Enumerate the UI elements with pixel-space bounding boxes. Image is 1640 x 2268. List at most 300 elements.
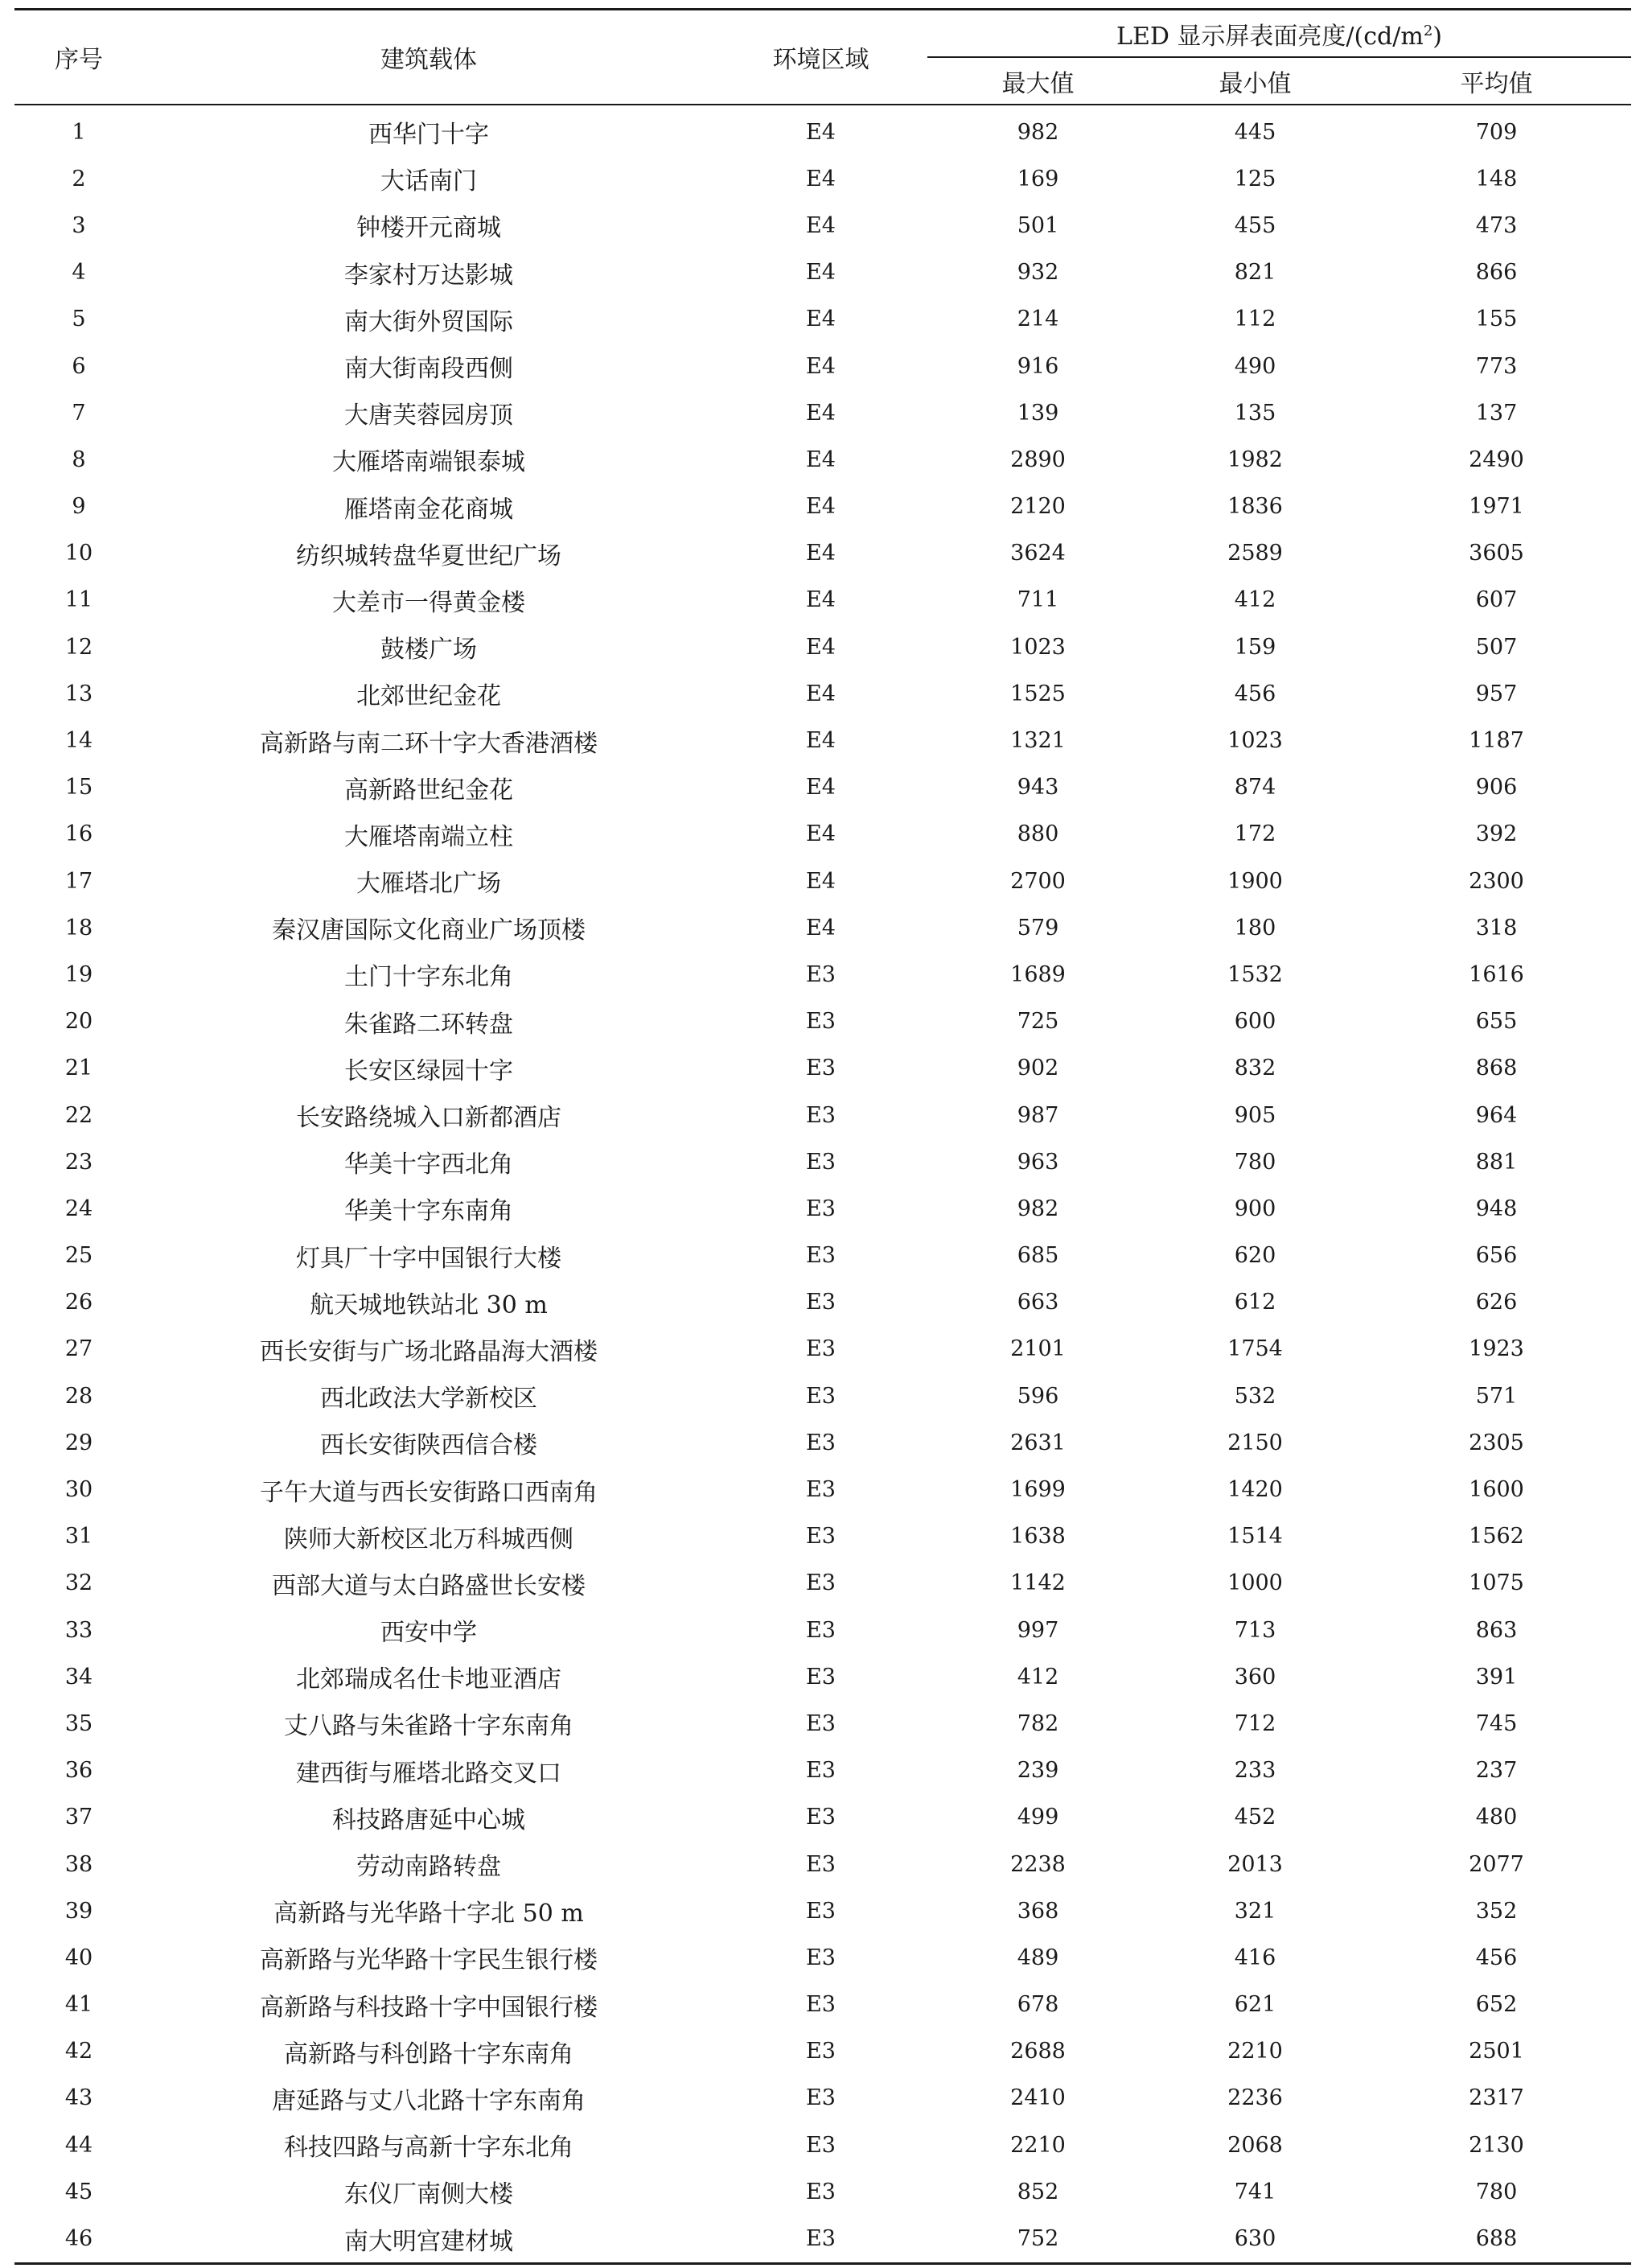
cell-index: 5 xyxy=(72,307,86,332)
cell-avg: 392 xyxy=(1475,821,1518,847)
cell-max: 752 xyxy=(927,2215,1149,2263)
cell-max: 3624 xyxy=(1010,541,1066,566)
cell-max: 2700 xyxy=(1010,868,1066,894)
table-row xyxy=(14,343,1631,389)
header-max: 最大值 xyxy=(927,57,1149,105)
cell-min: 741 xyxy=(1234,2179,1276,2204)
table-row xyxy=(14,2075,1631,2122)
cell-avg: 2077 xyxy=(1469,1851,1524,1877)
cell-max: 997 xyxy=(1017,1617,1059,1643)
cell-max: 943 xyxy=(1017,775,1059,801)
table-row xyxy=(14,951,1631,998)
table-row xyxy=(14,1794,1631,1841)
cell-max: 982 xyxy=(1017,1196,1059,1221)
cell-building: 南大街外贸国际 xyxy=(344,307,513,336)
cell-max: 852 xyxy=(1017,2179,1059,2204)
cell-avg: 473 xyxy=(1475,212,1518,238)
cell-min: 2210 xyxy=(1227,2039,1283,2064)
cell-min: 1754 xyxy=(1227,1336,1283,1362)
cell-building: 子午大道与西长安街路口西南角 xyxy=(260,1478,598,1507)
table-row xyxy=(14,1045,1631,1092)
cell-avg: 2501 xyxy=(1469,2039,1524,2064)
cell-building: 鼓楼广场 xyxy=(380,636,477,665)
cell-max: 2410 xyxy=(1010,2085,1066,2111)
cell-env-zone: E3 xyxy=(806,1149,836,1175)
cell-index: 1 xyxy=(72,119,86,145)
table-row xyxy=(14,296,1631,343)
cell-min: 233 xyxy=(1234,1758,1276,1784)
cell-avg: 1562 xyxy=(1469,1524,1524,1550)
table-row xyxy=(14,202,1631,249)
table-row xyxy=(14,1185,1631,1232)
cell-env-zone: E3 xyxy=(806,1196,836,1221)
cell-min: 2589 xyxy=(1227,541,1283,566)
cell-env-zone: E3 xyxy=(806,1336,836,1362)
cell-building: 唐延路与丈八北路十字东南角 xyxy=(272,2086,586,2115)
cell-min: 1982 xyxy=(1227,447,1283,472)
cell-env-zone: E3 xyxy=(806,1710,836,1736)
cell-max: 579 xyxy=(1017,915,1059,941)
cell-env-zone: E4 xyxy=(806,587,836,613)
cell-avg: 773 xyxy=(1475,353,1518,379)
cell-max: 1321 xyxy=(1010,728,1066,754)
table-row xyxy=(14,155,1631,202)
cell-max: 2238 xyxy=(1010,1851,1066,1877)
cell-building: 雁塔南金花商城 xyxy=(344,495,513,524)
cell-index: 30 xyxy=(64,1477,93,1503)
cell-avg: 318 xyxy=(1475,915,1518,941)
cell-env-zone: E4 xyxy=(806,447,836,472)
cell-avg: 456 xyxy=(1475,1945,1518,1970)
cell-building: 建西街与雁塔北路交叉口 xyxy=(296,1759,561,1788)
table-row xyxy=(14,1138,1631,1185)
table-body xyxy=(14,105,1631,2263)
cell-building: 高新路与光华路十字北 50 m xyxy=(273,1900,584,1928)
cell-index: 35 xyxy=(64,1710,93,1736)
cell-env-zone: E3 xyxy=(806,1664,836,1690)
cell-max: 499 xyxy=(1017,1805,1059,1830)
table-row xyxy=(14,1747,1631,1794)
cell-max: 2890 xyxy=(1010,447,1066,472)
cell-avg: 626 xyxy=(1475,1290,1518,1315)
cell-building: 朱雀路二环转盘 xyxy=(344,1010,513,1039)
cell-building: 长安区绿园十字 xyxy=(344,1056,513,1085)
cell-env-zone: E4 xyxy=(806,681,836,706)
cell-avg: 2305 xyxy=(1469,1430,1524,1455)
table-row xyxy=(14,2028,1631,2075)
cell-avg: 881 xyxy=(1475,1149,1518,1175)
cell-avg: 237 xyxy=(1475,1758,1518,1784)
table-row xyxy=(14,577,1631,624)
table-row xyxy=(14,1560,1631,1607)
cell-env-zone: E4 xyxy=(806,400,836,426)
cell-min: 360 xyxy=(1234,1664,1276,1690)
cell-index: 13 xyxy=(64,681,93,706)
cell-env-zone: E3 xyxy=(806,1992,836,2018)
cell-max: 725 xyxy=(1017,1009,1059,1035)
cell-avg: 688 xyxy=(1362,2215,1631,2263)
cell-building: 西长安街陕西信合楼 xyxy=(320,1431,537,1460)
cell-building: 大雁塔北广场 xyxy=(356,870,501,899)
cell-env-zone: E4 xyxy=(806,353,836,379)
cell-index: 40 xyxy=(64,1945,93,1970)
cell-env-zone: E3 xyxy=(806,2039,836,2064)
cell-avg: 656 xyxy=(1475,1243,1518,1269)
cell-avg: 1187 xyxy=(1469,728,1524,754)
cell-index: 28 xyxy=(64,1383,93,1409)
cell-avg: 655 xyxy=(1475,1009,1518,1035)
cell-index: 22 xyxy=(64,1102,93,1128)
cell-avg: 964 xyxy=(1475,1102,1518,1128)
cell-min: 874 xyxy=(1234,775,1276,801)
cell-min: 1023 xyxy=(1227,728,1283,754)
cell-env-zone: E4 xyxy=(806,634,836,660)
cell-max: 685 xyxy=(1017,1243,1059,1269)
table-row xyxy=(14,2168,1631,2215)
cell-building: 西部大道与太白路盛世长安楼 xyxy=(272,1571,586,1600)
cell-avg: 1971 xyxy=(1469,494,1524,520)
cell-index: 19 xyxy=(64,961,93,987)
cell-index: 33 xyxy=(64,1617,93,1643)
cell-min: 2236 xyxy=(1227,2085,1283,2111)
cell-max: 2101 xyxy=(1010,1336,1066,1362)
cell-avg: 957 xyxy=(1475,681,1518,706)
cell-avg: 745 xyxy=(1475,1710,1518,1736)
table-row xyxy=(14,1982,1631,2028)
cell-env-zone: E3 xyxy=(806,1524,836,1550)
cell-env-zone: E3 xyxy=(714,2215,927,2263)
table-row xyxy=(14,2215,1631,2263)
table-row xyxy=(14,249,1631,296)
cell-index: 2 xyxy=(72,166,86,191)
cell-index: 36 xyxy=(64,1758,93,1784)
cell-avg: 709 xyxy=(1475,119,1518,145)
header-brightness-sup: 2 xyxy=(1423,22,1433,39)
cell-building: 西北政法大学新校区 xyxy=(320,1385,537,1414)
cell-max: 2631 xyxy=(1010,1430,1066,1455)
cell-building: 丈八路与朱雀路十字东南角 xyxy=(284,1712,573,1741)
cell-min: 600 xyxy=(1234,1009,1276,1035)
cell-index: 34 xyxy=(64,1664,93,1690)
cell-env-zone: E3 xyxy=(806,1851,836,1877)
cell-min: 180 xyxy=(1234,915,1276,941)
table-row xyxy=(14,1092,1631,1138)
cell-index: 31 xyxy=(64,1524,93,1550)
cell-avg: 2300 xyxy=(1469,868,1524,894)
cell-index: 27 xyxy=(64,1336,93,1362)
cell-max: 596 xyxy=(1017,1383,1059,1409)
cell-min: 1000 xyxy=(1227,1570,1283,1596)
table-row xyxy=(14,1700,1631,1747)
cell-env-zone: E3 xyxy=(806,1430,836,1455)
cell-building: 土门十字东北角 xyxy=(344,963,513,992)
cell-building: 大话南门 xyxy=(380,167,477,196)
cell-building: 大差市一得黄金楼 xyxy=(332,588,525,617)
cell-index: 10 xyxy=(64,541,93,566)
cell-env-zone: E4 xyxy=(806,260,836,286)
cell-min: 832 xyxy=(1234,1056,1276,1081)
cell-avg: 906 xyxy=(1475,775,1518,801)
table-row xyxy=(14,904,1631,951)
cell-max: 663 xyxy=(1017,1290,1059,1315)
cell-min: 1836 xyxy=(1227,494,1283,520)
cell-building: 大雁塔南端银泰城 xyxy=(332,448,525,477)
cell-index: 14 xyxy=(64,728,93,754)
cell-avg: 507 xyxy=(1475,634,1518,660)
table-row xyxy=(14,670,1631,717)
cell-index: 38 xyxy=(64,1851,93,1877)
cell-max: 916 xyxy=(1017,353,1059,379)
cell-max: 2210 xyxy=(1010,2132,1066,2158)
cell-env-zone: E3 xyxy=(806,1290,836,1315)
cell-min: 172 xyxy=(1234,821,1276,847)
cell-building: 科技路唐延中心城 xyxy=(332,1805,525,1834)
cell-env-zone: E3 xyxy=(806,2085,836,2111)
cell-avg: 1923 xyxy=(1469,1336,1524,1362)
cell-min: 1532 xyxy=(1227,961,1283,987)
cell-env-zone: E4 xyxy=(806,541,836,566)
cell-avg: 866 xyxy=(1475,260,1518,286)
cell-index: 44 xyxy=(64,2132,93,2158)
cell-min: 630 xyxy=(1149,2215,1362,2263)
cell-index: 23 xyxy=(64,1149,93,1175)
cell-index: 6 xyxy=(72,353,86,379)
cell-env-zone: E4 xyxy=(806,166,836,191)
cell-building: 西长安街与广场北路晶海大酒楼 xyxy=(260,1337,598,1366)
cell-index: 12 xyxy=(64,634,93,660)
table-row xyxy=(14,1326,1631,1373)
cell-building: 纺织城转盘华夏世纪广场 xyxy=(296,541,561,570)
cell-index: 15 xyxy=(64,775,93,801)
cell-building: 钟楼开元商城 xyxy=(356,214,501,243)
cell-min: 416 xyxy=(1234,1945,1276,1970)
cell-min: 612 xyxy=(1234,1290,1276,1315)
cell-building: 科技四路与高新十字东北角 xyxy=(284,2134,573,2163)
table-row xyxy=(14,858,1631,904)
cell-max: 239 xyxy=(1017,1758,1059,1784)
cell-avg: 1600 xyxy=(1469,1477,1524,1503)
cell-index: 16 xyxy=(64,821,93,847)
cell-env-zone: E3 xyxy=(806,1758,836,1784)
header-building: 建筑载体 xyxy=(143,10,714,105)
cell-min: 821 xyxy=(1234,260,1276,286)
cell-avg: 148 xyxy=(1475,166,1518,191)
cell-index: 20 xyxy=(64,1009,93,1035)
cell-max: 169 xyxy=(1017,166,1059,191)
cell-building: 大唐芙蓉园房顶 xyxy=(344,401,513,430)
table-row xyxy=(14,2122,1631,2168)
cell-building: 南大街南段西侧 xyxy=(344,355,513,384)
cell-index: 26 xyxy=(64,1290,93,1315)
cell-avg: 863 xyxy=(1475,1617,1518,1643)
cell-env-zone: E3 xyxy=(806,1570,836,1596)
cell-min: 445 xyxy=(1234,119,1276,145)
table-row xyxy=(14,105,1631,155)
cell-env-zone: E3 xyxy=(806,2179,836,2204)
cell-avg: 3605 xyxy=(1469,541,1524,566)
cell-index: 4 xyxy=(72,260,86,286)
table-row xyxy=(14,1607,1631,1653)
cell-max: 489 xyxy=(1017,1945,1059,1970)
cell-building: 西华门十字 xyxy=(368,121,489,150)
cell-env-zone: E3 xyxy=(806,1383,836,1409)
table-row xyxy=(14,530,1631,577)
cell-index: 39 xyxy=(64,1898,93,1924)
cell-min: 532 xyxy=(1234,1383,1276,1409)
cell-min: 2150 xyxy=(1227,1430,1283,1455)
cell-max: 678 xyxy=(1017,1992,1059,2018)
cell-avg: 480 xyxy=(1475,1805,1518,1830)
table-row xyxy=(14,1373,1631,1419)
cell-env-zone: E3 xyxy=(806,1617,836,1643)
cell-min: 620 xyxy=(1234,1243,1276,1269)
cell-avg: 352 xyxy=(1475,1898,1518,1924)
cell-min: 1514 xyxy=(1227,1524,1283,1550)
cell-max: 2120 xyxy=(1010,494,1066,520)
table-row xyxy=(14,484,1631,530)
cell-avg: 2130 xyxy=(1469,2132,1524,2158)
cell-building: 西安中学 xyxy=(380,1619,477,1648)
cell-max: 782 xyxy=(1017,1710,1059,1736)
cell-max: 214 xyxy=(1017,307,1059,332)
cell-building: 高新路与科创路十字东南角 xyxy=(284,2040,573,2068)
cell-index: 43 xyxy=(64,2085,93,2111)
table-row xyxy=(14,436,1631,483)
cell-building: 华美十字东南角 xyxy=(344,1197,513,1226)
cell-min: 490 xyxy=(1234,353,1276,379)
table-row xyxy=(14,624,1631,670)
cell-index: 9 xyxy=(72,494,86,520)
cell-env-zone: E4 xyxy=(806,119,836,145)
cell-building: 秦汉唐国际文化商业广场顶楼 xyxy=(272,916,586,945)
cell-env-zone: E4 xyxy=(806,212,836,238)
header-brightness-group xyxy=(927,10,1631,58)
cell-avg: 868 xyxy=(1475,1056,1518,1081)
table-row xyxy=(14,1279,1631,1326)
cell-avg: 391 xyxy=(1475,1664,1518,1690)
cell-avg: 571 xyxy=(1475,1383,1518,1409)
cell-building: 北郊世纪金花 xyxy=(356,682,501,711)
cell-min: 905 xyxy=(1234,1102,1276,1128)
cell-building: 高新路与科技路十字中国银行楼 xyxy=(260,1993,598,2022)
cell-max: 880 xyxy=(1017,821,1059,847)
cell-min: 713 xyxy=(1234,1617,1276,1643)
table-row xyxy=(14,1419,1631,1466)
cell-env-zone: E4 xyxy=(806,307,836,332)
cell-min: 900 xyxy=(1234,1196,1276,1221)
table-row xyxy=(14,1466,1631,1513)
table-row xyxy=(14,1934,1631,1981)
header-env-zone: 环境区域 xyxy=(714,10,927,105)
cell-index: 32 xyxy=(64,1570,93,1596)
cell-avg: 2317 xyxy=(1469,2085,1524,2111)
cell-building: 李家村万达影城 xyxy=(344,261,513,290)
table-row xyxy=(14,811,1631,858)
cell-building: 东仪厂南侧大楼 xyxy=(344,2180,513,2209)
cell-max: 932 xyxy=(1017,260,1059,286)
header-avg: 平均值 xyxy=(1362,57,1631,105)
cell-building: 高新路与光华路十字民生银行楼 xyxy=(260,1946,598,1975)
cell-index: 42 xyxy=(64,2039,93,2064)
cell-index: 25 xyxy=(64,1243,93,1269)
cell-env-zone: E3 xyxy=(806,1805,836,1830)
cell-avg: 1616 xyxy=(1469,961,1524,987)
cell-index: 46 xyxy=(14,2215,143,2263)
cell-max: 1525 xyxy=(1010,681,1066,706)
cell-index: 18 xyxy=(64,915,93,941)
cell-building: 航天城地铁站北 30 m xyxy=(310,1290,548,1319)
cell-max: 1699 xyxy=(1010,1477,1066,1503)
cell-building: 陕师大新校区北万科城西侧 xyxy=(284,1525,573,1554)
cell-min: 1420 xyxy=(1227,1477,1283,1503)
cell-avg: 780 xyxy=(1475,2179,1518,2204)
header-min: 最小值 xyxy=(1149,57,1362,105)
table-row xyxy=(14,717,1631,764)
table-header xyxy=(14,10,1631,105)
cell-avg: 155 xyxy=(1475,307,1518,332)
cell-index: 8 xyxy=(72,447,86,472)
cell-building: 南大明宫建材城 xyxy=(143,2215,714,2263)
table-row xyxy=(14,1653,1631,1700)
cell-index: 29 xyxy=(64,1430,93,1455)
cell-env-zone: E3 xyxy=(806,961,836,987)
cell-building: 高新路世纪金花 xyxy=(344,776,513,805)
table-row xyxy=(14,389,1631,436)
cell-max: 1142 xyxy=(1010,1570,1066,1596)
table-row xyxy=(14,1887,1631,1934)
cell-index: 11 xyxy=(64,587,93,613)
cell-env-zone: E3 xyxy=(806,1056,836,1081)
cell-building: 高新路与南二环十字大香港酒楼 xyxy=(260,729,598,758)
cell-building: 北郊瑞成名仕卡地亚酒店 xyxy=(296,1665,561,1694)
cell-avg: 1075 xyxy=(1469,1570,1524,1596)
cell-max: 982 xyxy=(1017,119,1059,145)
cell-min: 159 xyxy=(1234,634,1276,660)
table-row xyxy=(14,998,1631,1045)
cell-index: 41 xyxy=(64,1992,93,2018)
cell-env-zone: E3 xyxy=(806,1102,836,1128)
table-row xyxy=(14,1841,1631,1887)
cell-index: 7 xyxy=(72,400,86,426)
cell-min: 321 xyxy=(1234,1898,1276,1924)
cell-max: 2688 xyxy=(1010,2039,1066,2064)
cell-env-zone: E4 xyxy=(806,494,836,520)
cell-min: 412 xyxy=(1234,587,1276,613)
cell-building: 长安路绕城入口新都酒店 xyxy=(296,1104,561,1133)
cell-env-zone: E4 xyxy=(806,868,836,894)
cell-min: 1900 xyxy=(1227,868,1283,894)
cell-building: 华美十字西北角 xyxy=(344,1150,513,1179)
cell-env-zone: E4 xyxy=(806,728,836,754)
cell-min: 125 xyxy=(1234,166,1276,191)
cell-avg: 948 xyxy=(1475,1196,1518,1221)
cell-max: 1023 xyxy=(1010,634,1066,660)
cell-env-zone: E3 xyxy=(806,1243,836,1269)
header-index: 序号 xyxy=(14,10,143,105)
header-brightness-suffix: ) xyxy=(1432,22,1442,51)
cell-min: 456 xyxy=(1234,681,1276,706)
cell-min: 712 xyxy=(1234,1710,1276,1736)
cell-max: 1638 xyxy=(1010,1524,1066,1550)
cell-index: 21 xyxy=(64,1056,93,1081)
cell-building: 灯具厂十字中国银行大楼 xyxy=(296,1244,561,1273)
cell-env-zone: E4 xyxy=(806,775,836,801)
cell-max: 501 xyxy=(1017,212,1059,238)
cell-min: 452 xyxy=(1234,1805,1276,1830)
cell-env-zone: E4 xyxy=(806,915,836,941)
cell-index: 45 xyxy=(64,2179,93,2204)
cell-index: 17 xyxy=(64,868,93,894)
